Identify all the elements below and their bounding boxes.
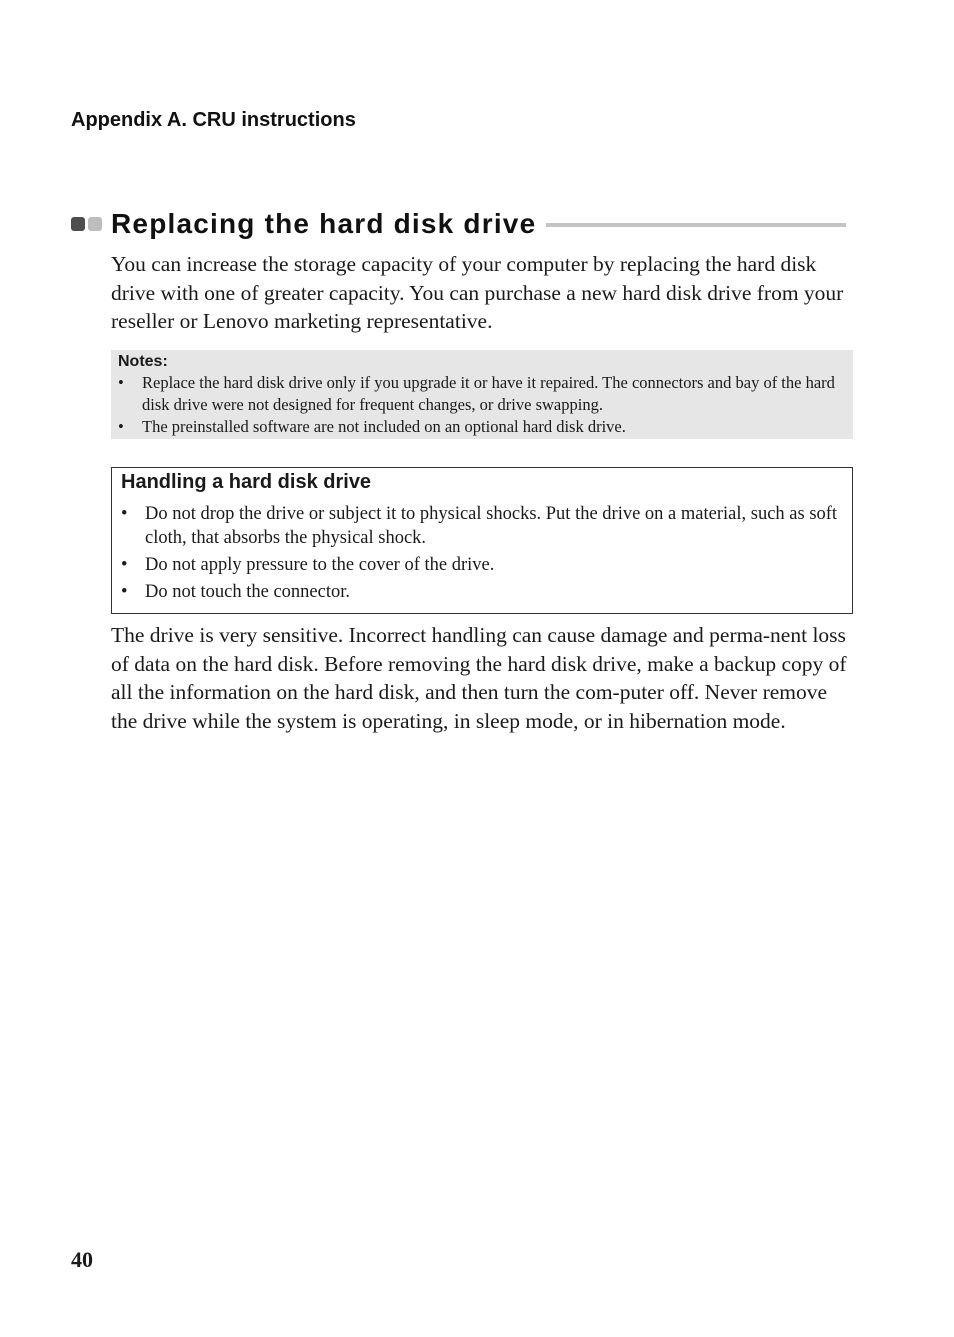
bullet-icon: • bbox=[121, 582, 128, 602]
intro-paragraph: You can increase the storage capacity of your computer by replacing the hard disk drive with one of greater capacity. You can purchase a new hard disk drive from your reseller or Lenovo marketing representative. bbox=[111, 252, 844, 333]
bullet-icon: • bbox=[118, 417, 124, 436]
section-heading bbox=[71, 204, 846, 244]
handling-text: Do not touch the connector. bbox=[145, 582, 350, 602]
list-item bbox=[118, 372, 841, 416]
list-item bbox=[121, 502, 842, 550]
list-item bbox=[121, 553, 842, 577]
bullet-icon: • bbox=[121, 504, 128, 524]
marker-square-dark bbox=[71, 217, 85, 231]
note-text: Replace the hard disk drive only if you upgrade it or have it repaired. The connectors and bay of the hard disk drive were not designed for frequent changes, or drive swapping. bbox=[142, 373, 835, 414]
handling-title: Handling a hard disk drive bbox=[121, 471, 372, 493]
running-head: Appendix A. CRU instructions bbox=[71, 109, 356, 131]
section-title: Replacing the hard disk drive bbox=[111, 208, 537, 239]
handling-box bbox=[111, 467, 853, 614]
handling-list bbox=[121, 502, 842, 604]
bullet-icon: • bbox=[118, 373, 124, 392]
heading-marker-icon bbox=[71, 217, 102, 231]
list-item bbox=[121, 580, 842, 604]
notes-box bbox=[111, 350, 853, 439]
outro-paragraph: The drive is very sensitive. Incorrect handling can cause damage and perma-nent loss of data on the hard disk. Before removing the hard disk drive, make a backup copy of all the information on the hard disk, and then turn the com-puter off. Never remove the drive while the system is operating, in sleep mode, or in hibernation mode. bbox=[111, 623, 847, 733]
notes-list bbox=[118, 372, 841, 438]
bullet-icon: • bbox=[121, 555, 128, 575]
heading-rule bbox=[546, 223, 846, 227]
page-number: 40 bbox=[71, 1247, 93, 1272]
marker-square-light bbox=[88, 217, 102, 231]
note-text: The preinstalled software are not included on an optional hard disk drive. bbox=[142, 417, 626, 436]
list-item bbox=[118, 416, 841, 438]
notes-title: Notes: bbox=[118, 353, 168, 370]
handling-text: Do not drop the drive or subject it to physical shocks. Put the drive on a material, such as soft cloth, that absorbs the physical shock. bbox=[145, 504, 838, 548]
handling-text: Do not apply pressure to the cover of the drive. bbox=[145, 555, 495, 575]
